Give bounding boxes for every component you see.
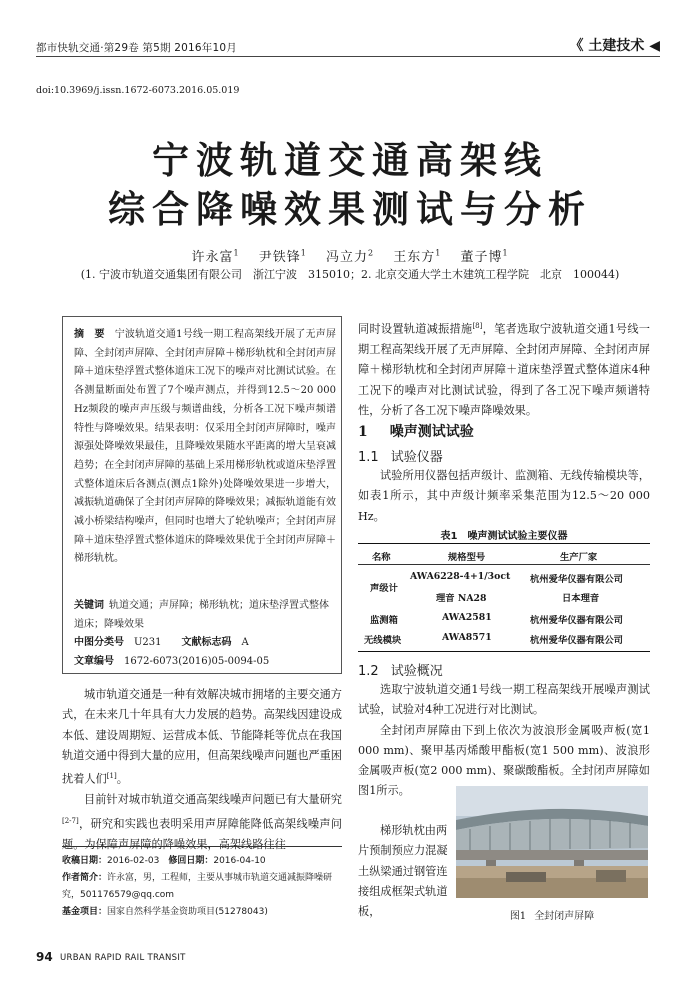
section-1-2-paragraph-1: 选取宁波轨道交通1号线一期工程高架线开展噪声测试试验，试验对4种工况进行对比测试。 [358, 683, 650, 717]
section-1-2-heading: 1.2 试验概况 [358, 664, 443, 679]
title-line-2: 综合降噪效果测试与分析 [108, 187, 592, 231]
article-no-label: 文章编号 [74, 656, 114, 667]
keywords-label: 关键词 [74, 600, 104, 611]
table-cell: AWA2581 [442, 612, 492, 623]
section-1-heading: 1 噪声测试试验 [358, 424, 474, 440]
table-cell: 日本理音 [562, 593, 600, 604]
author: 董子博$^1$ [460, 248, 509, 265]
author: 尹铁锋$^1$ [258, 248, 307, 265]
table-header-rule [358, 564, 650, 565]
doc-code-value: A [241, 637, 249, 648]
article-no-value: 1672-6073(2016)05-0094-05 [124, 656, 270, 667]
abstract [74, 326, 336, 569]
table-header: 名称 [372, 552, 391, 563]
table-cell: 杭州爱华仪器有限公司 [530, 635, 623, 646]
table-1-title: 表1 噪声测试试验主要仪器 [440, 531, 568, 542]
table-header: 规格型号 [448, 552, 486, 563]
table-cell: 声级计 [370, 583, 398, 594]
table-cell: AWA6228-4+1/3oct [410, 571, 511, 582]
table-cell: 杭州爱华仪器有限公司 [530, 574, 623, 585]
section-1-2-paragraph-2: 全封闭声屏障由下到上依次为波浪形金属吸声板(宽1 000 mm)、聚甲基丙烯酸甲酯板(宽1 500 mm)、波浪形金属吸声板(宽2 000 mm)、聚碳酸酯板。全封闭声屏障如图1所示。 [358, 723, 650, 798]
intro-paragraph-1: 城市轨道交通是一种有效解决城市拥堵的主要交通方式，在未来几十年具有大力发展的趋势。高架线因建设成本低、建设周期短、运营成本低、节能降耗等优点在我国轨道交通中得到大量的应用，但高架线噪声问题也严重困扰着人们[1]。 [62, 688, 342, 786]
intro [62, 685, 342, 855]
journal-info: 都市快轨交通·第29卷 第5期 2016年10月 [36, 42, 237, 54]
title-line-1: 宁波轨道交通高架线 [152, 138, 548, 182]
section-1-1-heading: 1.1 试验仪器 [358, 450, 443, 465]
page-number: 94 [36, 950, 53, 964]
table-cell: 杭州爱华仪器有限公司 [530, 615, 623, 626]
footnote: 收稿日期：2016-02-03 修回日期：2016-04-10 作者简介：许永富，男，工程师，主要从事城市轨道交通减振降噪研究，501176579@qq.com 基金项目：国家自然科学基金资助项目(51278043) [62, 856, 333, 917]
article-number [74, 652, 336, 667]
keywords-text: 轨道交通；声屏障；梯形轨枕；道床垫浮置式整体道床；降噪效果 [74, 600, 329, 630]
table-cell: AWA8571 [442, 632, 492, 643]
affiliation: (1. 宁波市轨道交通集团有限公司 浙江宁波 315010；2. 北京交通大学土木建筑工程学院 北京 100044) [80, 268, 620, 281]
abstract-text: 宁波轨道交通1号线一期工程高架线开展了无声屏障、全封闭声屏障、全封闭声屏障＋梯形轨枕和全封闭声屏障＋道床垫浮置式整体道床工况下的噪声对比测试试验。在各测量断面处布置了7个噪声测点，并得到12.5～20 000 Hz频段的噪声声压级与频谱曲线，分析各工况下噪声频谱特性与降噪效果。结果表明：仅采用全封闭声屏障时，噪声源强处降噪效果最佳，且降噪效果随水平距离的增大呈衰减趋势；在全封闭声屏障的基础上采用梯形轨枕或道床垫浮置式整体道床后各测点(测点1除外)处降噪效果进一步增大，减振轨道确保了全封闭声屏障的降噪效果；减振轨道能有效减小桥梁结构噪声，但同时也增大了轮轨噪声；全封闭声屏障＋道床垫浮置式整体道床的降噪效果优于全封闭声屏障＋梯形轨枕。 [74, 329, 336, 565]
author: 许永富$^1$ [191, 248, 240, 265]
section-1-2-text [358, 680, 650, 802]
section-label: 《 土建技术 ◀ [569, 38, 660, 54]
keywords [74, 597, 336, 634]
journal-name-en: URBAN RAPID RAIL TRANSIT [60, 953, 186, 963]
figure-1-caption: 图1 全封闭声屏障 [509, 911, 595, 922]
doi: doi:10.3969/j.issn.1672-6073.2016.05.019 [36, 85, 240, 96]
author-list [0, 246, 700, 265]
table-bottom-rule [358, 651, 650, 652]
abstract-label: 摘 要 [74, 329, 105, 340]
classification [74, 633, 336, 648]
author: 王东方$^1$ [393, 248, 442, 265]
sound-barrier-photo [456, 786, 648, 898]
table-header: 生产厂家 [560, 552, 598, 563]
figure-1-photo [456, 786, 648, 898]
section-1-2-paragraph-3: 梯形轨枕由两片预制预应力混凝土纵梁通过钢管连接组成框架式轨道板， [358, 824, 448, 919]
intro-paragraph-2: 目前针对城市轨道交通高架线噪声问题已有大量研究[2-7]，研究和实践也表明采用声屏障能降低高架线噪声问题。为保障声屏障的降噪效果，高架线路往往 [62, 793, 342, 851]
table-cell: 理音 NA28 [436, 593, 487, 604]
table-cell: 监测箱 [370, 615, 398, 626]
clc-label: 中图分类号 [74, 637, 124, 648]
author: 冯立力$^2$ [325, 248, 375, 265]
doc-code-label: 文献标志码 [181, 637, 232, 648]
footnote-rule [62, 846, 342, 847]
table-cell: 无线模块 [364, 635, 402, 646]
header-rule [36, 56, 660, 57]
section-1-1-text: 试验所用仪器包括声级计、监测箱、无线传输模块等，如表1所示，其中声级计频率采集范围为12.5～20 000 Hz。 [358, 469, 650, 523]
clc-value: U231 [134, 637, 162, 648]
intro-continuation: 同时设置轨道减振措施[8]，笔者选取宁波轨道交通1号线一期工程高架线开展了无声屏障、全封闭声屏障、全封闭声屏障＋梯形轨枕和全封闭声屏障＋道床垫浮置式整体道床4种工况下的噪声对比测试试验，得到了各工况下噪声频谱特性，分析了各工况下噪声降噪效果。 [358, 322, 650, 417]
table-top-rule [358, 543, 650, 544]
